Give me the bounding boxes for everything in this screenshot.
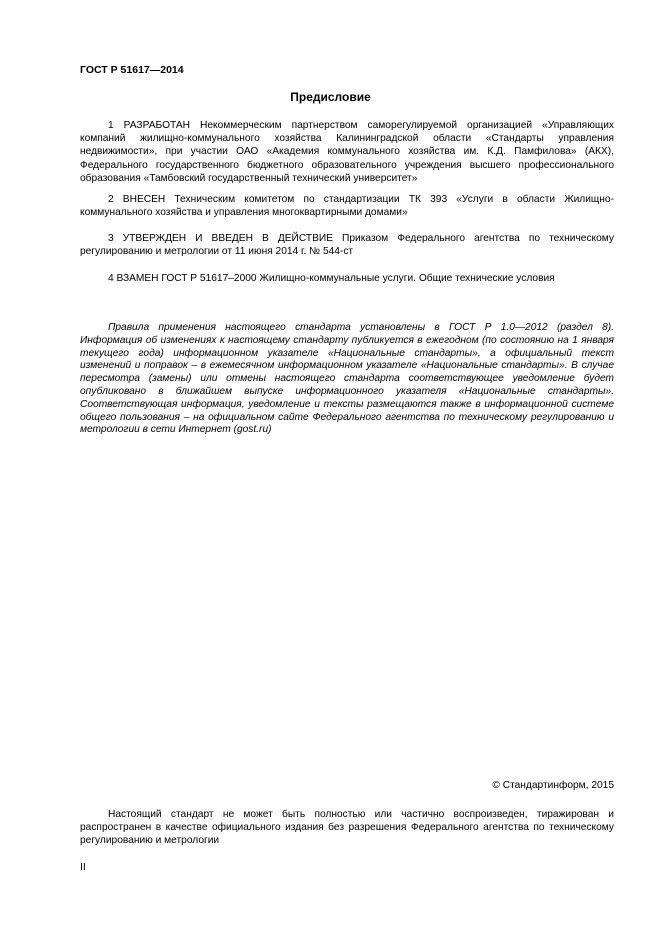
application-rules-notice: Правила применения настоящего стандарта установлены в ГОСТ Р 1.0—2012 (раздел 8). Информация об изменениях к настоящему стандарту публикуется в ежегодном (по состоянию на 1 января текущего года) информационном указателе «Национальные стандарты», а официальный текст изменений и поправок – в ежемесячном информационном указателе «Национальные стандарты». В случае пересмотра (замены) или отмены настоящего стандарта соответствующее уведомление будет опубликовано в ближайшем выпуске информационного указателя «Национальные стандарты». Соответствующая информация, уведомление и тексты размещаются также в информационной системе общего пользования – на официальном сайте Федерального агентства по техническому регулированию и метрологии в сети Интернет (gost.ru)	[80, 322, 614, 436]
foreword-item-submitted: 2 ВНЕСЕН Техническим комитетом по стандартизации ТК 393 «Услуги в области Жилищно-коммунального хозяйства и управления многоквартирными домами»	[80, 194, 614, 219]
reproduction-rights-notice: Настоящий стандарт не может быть полностью или частично воспроизведен, тиражирован и распространен в качестве официального издания без разрешения Федерального агентства по техническому регулированию и метрологии	[80, 809, 614, 847]
foreword-item-replaces: 4 ВЗАМЕН ГОСТ Р 51617–2000 Жилищно-коммунальные услуги. Общие технические условия	[108, 273, 555, 284]
page-title: Предисловие	[290, 90, 371, 104]
foreword-item-developed: 1 РАЗРАБОТАН Некоммерческим партнерством саморегулируемой организацией «Управляющих компаний жилищно-коммунального хозяйства Калининградской области «Стандарты управления недвижимости», при участии ОАО «Академия коммунального хозяйства им. К.Д. Памфилова» (АКХ), Федерального государственного бюджетного образовательного учреждения высшего профессионального образования «Тамбовский государственный технический университет»	[80, 120, 614, 184]
page-number: II	[80, 861, 86, 873]
foreword-item-approved: 3 УТВЕРЖДЕН И ВВЕДЕН В ДЕЙСТВИЕ Приказом Федерального агентства по техническому регулированию и метрологии от 11 июня 2014 г. № 544-ст	[80, 233, 614, 258]
copyright-line: © Стандартинформ, 2015	[492, 780, 614, 791]
standard-id-header: ГОСТ Р 51617—2014	[80, 64, 184, 76]
